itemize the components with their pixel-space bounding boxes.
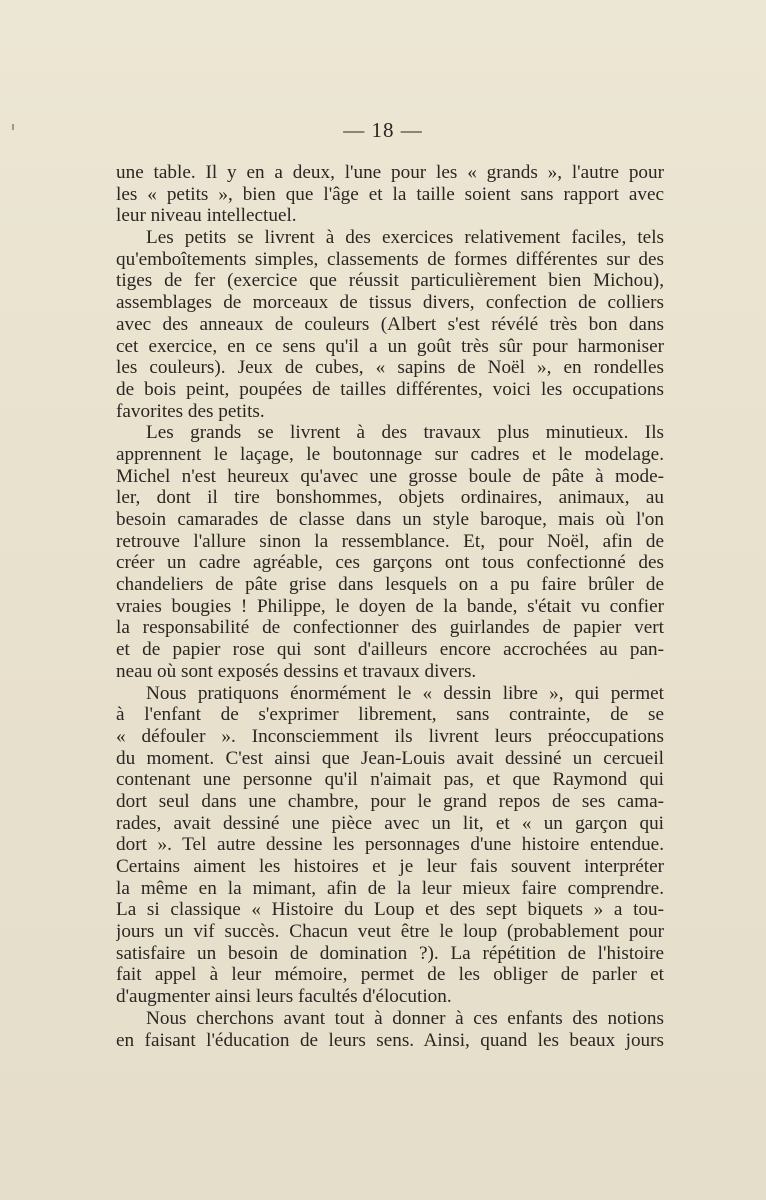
text-line: de bois peint, poupées de tailles différentes, voici les occupations: [116, 378, 664, 400]
text-line: à l'enfant de s'exprimer librement, sans contrainte, de se: [116, 704, 664, 726]
text-line: La si classique « Histoire du Loup et des sept biquets » a tou-: [116, 899, 664, 921]
text-line: neau où sont exposés dessins et travaux divers.: [116, 660, 477, 682]
text-line: vraies bougies ! Philippe, le doyen de la bande, s'était vu confier: [116, 595, 664, 617]
text-line: Nous pratiquons énormément le « dessin libre », qui permet: [146, 682, 664, 704]
text-line: la même en la mimant, afin de la leur mieux faire comprendre.: [116, 877, 664, 899]
text-line: « défouler ». Inconsciemment ils livrent leurs préoccupations: [116, 725, 664, 747]
text-line: une table. Il y en a deux, l'une pour les « grands », l'autre pour: [116, 162, 664, 183]
text-line: du moment. C'est ainsi que Jean-Louis avait dessiné un cercueil: [116, 747, 664, 769]
text-line: avec des anneaux de couleurs (Albert s'est révélé très bon dans: [116, 313, 664, 335]
text-line: en faisant l'éducation de leurs sens. Ainsi, quand les beaux jours: [116, 1029, 664, 1051]
text-line: satisfaire un besoin de domination ?). La répétition de l'histoire: [116, 942, 664, 964]
text-line: Les grands se livrent à des travaux plus minutieux. Ils: [146, 422, 664, 444]
page-number: — 18 —: [343, 118, 423, 142]
body-text: [116, 162, 664, 1051]
text-line: les « petits », bien que l'âge et la taille soient sans rapport avec: [116, 183, 664, 205]
text-line: cet exercice, en ce sens qu'il a un goût très sûr pour harmoniser: [116, 335, 664, 357]
text-line: Michel n'est heureux qu'avec une grosse boule de pâte à mode-: [116, 465, 664, 487]
text-line: créer un cadre agréable, ces garçons ont tous confectionné des: [116, 552, 664, 574]
text-line: besoin camarades de classe dans un style baroque, mais où l'on: [116, 509, 664, 530]
text-line: tiges de fer (exercice que réussit particulièrement bien Michou),: [116, 270, 664, 292]
text-line: dort seul dans une chambre, pour le grand repos de ses cama-: [116, 790, 664, 812]
text-line: d'augmenter ainsi leurs facultés d'élocution.: [116, 986, 452, 1008]
text-line: ler, dont il tire bonshommes, objets ordinaires, animaux, au: [116, 487, 664, 509]
text-line: retrouve l'allure sinon la ressemblance. Et, pour Noël, afin de: [116, 530, 664, 552]
text-line: leur niveau intellectuel.: [116, 205, 297, 227]
text-line: jours un vif succès. Chacun veut être le loup (probablement pour: [116, 921, 664, 943]
text-line: chandeliers de pâte grise dans lesquels on a pu faire brûler de: [116, 574, 664, 596]
text-line: qu'emboîtements simples, classements de formes différentes sur des: [116, 248, 664, 270]
text-line: fait appel à leur mémoire, permet de les obliger de parler et: [116, 964, 664, 986]
text-line: les couleurs). Jeux de cubes, « sapins de Noël », en rondelles: [116, 357, 664, 379]
text-line: contenant une personne qu'il n'aimait pas, et que Raymond qui: [116, 769, 664, 791]
text-line: assemblages de morceaux de tissus divers, confection de colliers: [116, 292, 664, 314]
text-line: apprennent le laçage, le boutonnage sur cadres et le modelage.: [116, 443, 664, 465]
text-line: rades, avait dessiné une pièce avec un lit, et « un garçon qui: [116, 812, 664, 834]
text-line: et de papier rose qui sont d'ailleurs encore accrochées au pan-: [116, 639, 664, 661]
text-line: Certains aiment les histoires et je leur fais souvent interpréter: [116, 856, 664, 877]
text-line: la responsabilité de confectionner des guirlandes de papier vert: [116, 617, 664, 639]
text-line: Les petits se livrent à des exercices relativement faciles, tels: [146, 227, 664, 249]
text-line: Nous cherchons avant tout à donner à ces enfants des notions: [146, 1007, 664, 1029]
text-line: favorites des petits.: [116, 400, 265, 422]
text-line: dort ». Tel autre dessine les personnages d'une histoire entendue.: [116, 834, 664, 856]
